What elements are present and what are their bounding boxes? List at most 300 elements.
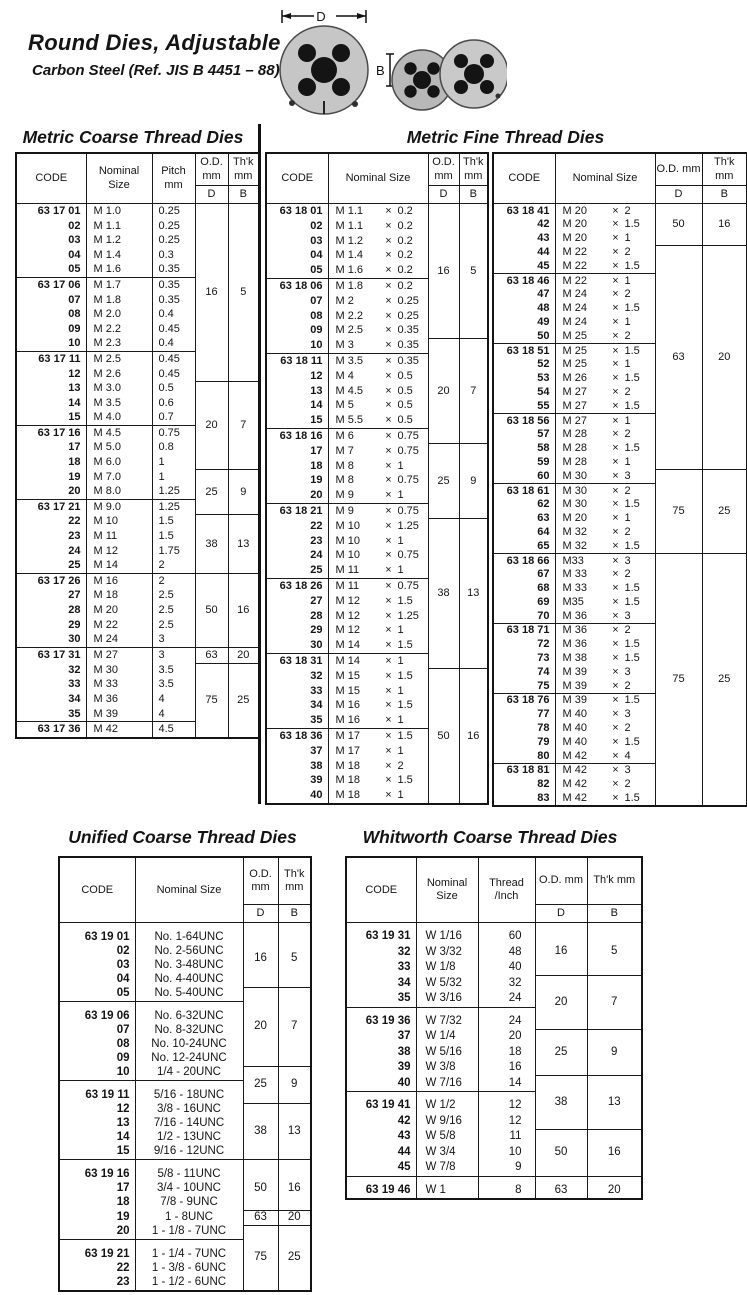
pitch-value: 2 — [624, 329, 631, 342]
thickness-cell: 5 — [228, 204, 259, 382]
size-value: M 7 — [335, 444, 354, 457]
size-value: M 15 — [335, 684, 360, 697]
size-value: M 27 — [562, 414, 587, 427]
size-cell — [328, 519, 428, 534]
thickness-cell: 16 — [228, 574, 259, 648]
thickness-cell: 25 — [278, 1225, 311, 1291]
code-cell: 35 — [266, 713, 328, 728]
size-cell: M 2.3 — [86, 337, 152, 352]
pitch-value: 0.2 — [397, 249, 413, 262]
table-row — [16, 204, 259, 219]
thickness-cell: 9 — [228, 470, 259, 515]
times-symbol: × — [612, 498, 619, 511]
size-cell: M 2.2 — [86, 322, 152, 337]
thickness-cell: 20 — [702, 246, 747, 470]
size-cell — [555, 204, 655, 218]
table-row — [266, 204, 488, 219]
code-cell: 63 18 36 — [266, 729, 328, 744]
code-cell: 29 — [16, 618, 86, 633]
size-cell — [555, 665, 655, 679]
size-cell — [328, 684, 428, 699]
code-cell: 70 — [493, 609, 555, 623]
size-value: M 25 — [562, 329, 587, 342]
table-row — [59, 1210, 311, 1225]
table-row — [493, 554, 747, 568]
times-symbol: × — [612, 652, 619, 665]
od-cell: 25 — [195, 470, 228, 515]
pitch-value: 2 — [624, 428, 631, 441]
times-symbol: × — [385, 639, 392, 652]
size-cell — [328, 399, 428, 414]
code-cell: 12 — [16, 367, 86, 382]
size-value: M 27 — [562, 399, 587, 412]
size-value: M 1.1 — [335, 219, 364, 232]
times-symbol: × — [385, 280, 392, 293]
times-symbol: × — [612, 764, 619, 777]
code-cell: 13 — [59, 1117, 135, 1131]
pitch-value: 1 — [397, 684, 404, 697]
times-symbol: × — [385, 414, 392, 427]
size-cell — [328, 488, 428, 503]
code-cell: 19 — [266, 474, 328, 489]
pitch-value: 1.5 — [624, 638, 640, 651]
code-cell: 38 — [266, 759, 328, 774]
pitch-value: 0.2 — [397, 280, 413, 293]
times-symbol: × — [385, 789, 392, 802]
size-cell: M 1.6 — [86, 263, 152, 278]
header-b: B — [228, 186, 259, 204]
size-cell: M 20 — [86, 603, 152, 618]
size-cell — [328, 549, 428, 564]
size-value: M 8 — [335, 459, 354, 472]
size-cell — [328, 444, 428, 459]
size-cell — [555, 609, 655, 623]
code-cell: 07 — [266, 294, 328, 309]
table-row — [16, 470, 259, 485]
size-cell: 1 - 1/2 - 6UNC — [135, 1276, 243, 1291]
size-cell: M 1.8 — [86, 293, 152, 308]
pitch-value: 1.5 — [397, 699, 413, 712]
code-cell: 42 — [346, 1114, 416, 1130]
size-cell: W 5/16 — [416, 1045, 478, 1061]
code-cell: 73 — [493, 652, 555, 666]
times-symbol: × — [612, 358, 619, 371]
pitch-value: 2 — [624, 778, 631, 791]
thickness-cell: 5 — [459, 204, 488, 339]
header-nominal-size: Nominal Size — [328, 153, 428, 204]
table-row — [346, 1176, 642, 1199]
pitch-value: 0.75 — [397, 549, 419, 562]
thickness-cell: 25 — [702, 469, 747, 553]
size-value: M 28 — [562, 455, 587, 468]
header-d: D — [195, 186, 228, 204]
times-symbol: × — [385, 369, 392, 382]
size-value: M 36 — [562, 638, 587, 651]
size-cell: M 22 — [86, 618, 152, 633]
pitch-value: 1.5 — [624, 302, 640, 315]
size-cell: W 1/8 — [416, 960, 478, 976]
times-symbol: × — [385, 564, 392, 577]
page-title: Round Dies, Adjustable — [28, 30, 281, 55]
times-symbol: × — [612, 735, 619, 748]
size-cell: 7/8 - 9UNC — [135, 1196, 243, 1210]
size-cell: W 3/8 — [416, 1060, 478, 1076]
code-cell: 77 — [493, 708, 555, 722]
code-cell: 30 — [16, 632, 86, 647]
size-cell — [555, 399, 655, 413]
pitch-value: 1.5 — [624, 735, 640, 748]
code-cell: 63 — [493, 512, 555, 526]
size-cell: M 24 — [86, 632, 152, 647]
code-cell: 63 18 11 — [266, 354, 328, 369]
times-symbol: × — [612, 749, 619, 762]
thickness-cell: 13 — [278, 1103, 311, 1160]
pitch-value: 2 — [624, 204, 631, 217]
code-cell: 40 — [266, 788, 328, 804]
code-cell: 63 18 06 — [266, 279, 328, 294]
metric_fine_b-grid — [492, 152, 747, 807]
od-cell: 75 — [243, 1225, 278, 1291]
size-value: M 40 — [562, 708, 587, 721]
code-cell: 14 — [266, 399, 328, 414]
size-cell: No. 8-32UNC — [135, 1024, 243, 1038]
od-cell: 50 — [243, 1160, 278, 1211]
code-cell: 10 — [16, 337, 86, 352]
pitch-value: 0.5 — [397, 414, 413, 427]
threads-per-inch-cell: 24 — [478, 991, 535, 1007]
pitch-value: 3 — [624, 469, 631, 482]
code-cell: 12 — [59, 1103, 135, 1117]
size-value: M 20 — [562, 232, 587, 245]
times-symbol: × — [612, 694, 619, 707]
code-cell: 17 — [59, 1182, 135, 1196]
pitch-value: 2 — [624, 484, 631, 497]
code-cell: 30 — [266, 638, 328, 653]
size-cell — [555, 778, 655, 792]
size-value: M 24 — [562, 288, 587, 301]
code-cell: 05 — [16, 263, 86, 278]
code-cell: 42 — [493, 218, 555, 232]
pitch-cell: 3 — [152, 632, 195, 647]
code-cell: 63 18 51 — [493, 344, 555, 358]
size-cell: M 30 — [86, 663, 152, 678]
code-cell: 58 — [493, 442, 555, 456]
times-symbol: × — [612, 344, 619, 357]
threads-per-inch-cell: 9 — [478, 1160, 535, 1176]
times-symbol: × — [612, 302, 619, 315]
times-symbol: × — [385, 430, 392, 443]
threads-per-inch-cell: 14 — [478, 1076, 535, 1092]
code-cell: 32 — [16, 663, 86, 678]
pitch-value: 0.75 — [397, 580, 419, 592]
size-cell — [555, 246, 655, 260]
code-cell: 14 — [16, 396, 86, 411]
code-cell: 63 18 31 — [266, 654, 328, 669]
code-cell: 82 — [493, 778, 555, 792]
size-cell — [555, 526, 655, 540]
table-row — [346, 923, 642, 945]
pitch-value: 1.5 — [624, 595, 640, 608]
code-cell: 15 — [16, 411, 86, 426]
size-cell — [328, 609, 428, 624]
od-cell: 25 — [535, 1029, 587, 1076]
code-cell: 59 — [493, 456, 555, 470]
size-cell — [555, 469, 655, 483]
pitch-value: 1 — [397, 654, 404, 667]
size-value: M 38 — [562, 652, 587, 665]
pitch-value: 0.2 — [397, 219, 413, 232]
code-cell: 04 — [59, 973, 135, 987]
size-cell — [555, 638, 655, 652]
code-cell: 38 — [346, 1045, 416, 1061]
pitch-value: 2 — [624, 525, 631, 538]
size-cell — [555, 344, 655, 358]
header-nominal-size: Nominal Size — [555, 153, 655, 204]
code-cell: 63 17 31 — [16, 648, 86, 664]
thickness-cell: 5 — [278, 923, 311, 988]
size-cell — [328, 354, 428, 369]
size-cell: 3/4 - 10UNC — [135, 1182, 243, 1196]
od-cell: 63 — [535, 1176, 587, 1199]
thickness-cell: 13 — [228, 515, 259, 574]
pitch-value: 0.2 — [397, 234, 413, 247]
code-cell: 05 — [59, 987, 135, 1002]
times-symbol: × — [385, 399, 392, 412]
thickness-cell: 20 — [228, 648, 259, 664]
size-cell — [555, 218, 655, 232]
size-cell: M 33 — [86, 678, 152, 693]
size-cell: M 2.6 — [86, 367, 152, 382]
size-cell — [555, 259, 655, 273]
pitch-cell: 0.7 — [152, 411, 195, 426]
size-cell — [328, 534, 428, 549]
size-cell: 3/8 - 16UNC — [135, 1103, 243, 1117]
times-symbol: × — [385, 294, 392, 307]
die-back-view — [440, 40, 507, 108]
code-cell: 03 — [16, 233, 86, 248]
size-cell — [555, 792, 655, 807]
table-row — [59, 987, 311, 1002]
code-cell: 23 — [266, 534, 328, 549]
table-row — [16, 648, 259, 664]
pitch-cell: 4 — [152, 692, 195, 707]
code-cell: 34 — [16, 692, 86, 707]
thickness-cell: 7 — [587, 976, 642, 1030]
size-value: M 1.8 — [335, 280, 364, 293]
size-value: M 3.5 — [335, 355, 364, 368]
code-cell: 60 — [493, 469, 555, 483]
size-cell — [555, 232, 655, 246]
code-cell: 37 — [266, 744, 328, 759]
header-od: O.D. mm — [243, 857, 278, 905]
code-cell: 50 — [493, 329, 555, 343]
code-cell: 65 — [493, 539, 555, 553]
pitch-value: 1.5 — [624, 694, 640, 707]
times-symbol: × — [612, 399, 619, 412]
size-value: M 42 — [562, 764, 587, 777]
pitch-cell: 0.25 — [152, 219, 195, 234]
thickness-cell: 20 — [587, 1176, 642, 1199]
pitch-cell: 0.45 — [152, 352, 195, 367]
code-cell: 45 — [346, 1160, 416, 1176]
times-symbol: × — [612, 554, 619, 567]
times-symbol: × — [612, 204, 619, 217]
pitch-value: 3 — [624, 609, 631, 622]
code-cell: 43 — [493, 232, 555, 246]
times-symbol: × — [612, 414, 619, 427]
table-row — [266, 338, 488, 353]
size-value: M 20 — [562, 204, 587, 217]
code-cell: 69 — [493, 596, 555, 610]
header-od: O.D. mm — [428, 153, 459, 186]
code-cell: 63 19 41 — [346, 1092, 416, 1114]
size-value: M 36 — [562, 609, 587, 622]
pitch-value: 1 — [624, 358, 631, 371]
code-cell: 64 — [493, 526, 555, 540]
pitch-value: 0.35 — [397, 324, 419, 337]
pitch-cell: 1.5 — [152, 515, 195, 530]
code-cell: 27 — [16, 589, 86, 604]
size-cell: M 6.0 — [86, 455, 152, 470]
times-symbol: × — [385, 609, 392, 622]
times-symbol: × — [385, 219, 392, 232]
code-cell: 63 19 01 — [59, 923, 135, 946]
times-symbol: × — [612, 539, 619, 552]
times-symbol: × — [612, 582, 619, 595]
code-cell: 13 — [266, 384, 328, 399]
thickness-cell: 20 — [278, 1210, 311, 1225]
times-symbol: × — [612, 525, 619, 538]
times-symbol: × — [385, 594, 392, 607]
code-cell: 24 — [16, 544, 86, 559]
times-symbol: × — [612, 372, 619, 385]
code-cell: 45 — [493, 259, 555, 273]
times-symbol: × — [612, 679, 619, 692]
size-value: M 26 — [562, 372, 587, 385]
dimension-d — [282, 9, 366, 24]
size-cell: M 5.0 — [86, 441, 152, 456]
size-cell — [328, 624, 428, 639]
size-cell — [328, 654, 428, 669]
code-cell: 57 — [493, 428, 555, 442]
size-value: M 39 — [562, 665, 587, 678]
size-value: M 14 — [335, 639, 360, 652]
code-cell: 19 — [16, 470, 86, 485]
size-cell — [328, 638, 428, 653]
size-cell: 1 - 1/4 - 7UNC — [135, 1240, 243, 1263]
code-cell: 20 — [59, 1225, 135, 1240]
header-d: D — [243, 905, 278, 923]
pitch-value: 1.5 — [624, 652, 640, 665]
code-cell: 15 — [59, 1145, 135, 1160]
size-cell — [555, 722, 655, 736]
code-cell: 63 18 76 — [493, 694, 555, 708]
table-row — [16, 381, 259, 396]
pitch-value: 2 — [624, 288, 631, 301]
od-cell: 16 — [535, 923, 587, 976]
thickness-cell: 9 — [587, 1029, 642, 1076]
size-cell — [555, 428, 655, 442]
pitch-value: 1.5 — [397, 639, 413, 652]
times-symbol: × — [385, 264, 392, 277]
size-cell — [555, 302, 655, 316]
size-cell — [328, 263, 428, 278]
table-row — [493, 204, 747, 218]
times-symbol: × — [385, 309, 392, 322]
times-symbol: × — [385, 505, 392, 518]
od-cell: 50 — [535, 1129, 587, 1176]
size-cell — [555, 679, 655, 693]
times-symbol: × — [612, 708, 619, 721]
size-value: M 33 — [562, 582, 587, 595]
code-cell: 37 — [346, 1029, 416, 1045]
header-thickness: Th'k mm — [459, 153, 488, 186]
code-cell: 33 — [266, 684, 328, 699]
size-value: M 30 — [562, 498, 587, 511]
size-cell: M 36 — [86, 692, 152, 707]
thickness-cell: 5 — [587, 923, 642, 976]
thickness-cell: 7 — [228, 381, 259, 470]
pitch-cell: 3.5 — [152, 678, 195, 693]
code-cell: 02 — [16, 219, 86, 234]
size-cell — [555, 316, 655, 330]
size-cell — [328, 474, 428, 489]
thickness-cell: 16 — [587, 1129, 642, 1176]
header-nominal-size: Nominal Size — [135, 857, 243, 923]
pitch-cell: 0.5 — [152, 381, 195, 396]
code-cell: 27 — [266, 594, 328, 609]
times-symbol: × — [385, 489, 392, 502]
header-d: D — [428, 186, 459, 204]
size-cell: 9/16 - 12UNC — [135, 1145, 243, 1160]
size-cell — [328, 369, 428, 384]
times-symbol: × — [612, 288, 619, 301]
size-value: M 18 — [335, 774, 360, 787]
pitch-cell: 0.6 — [152, 396, 195, 411]
header-od: O.D. mm — [655, 153, 702, 186]
size-value: M 16 — [335, 714, 360, 727]
times-symbol: × — [612, 428, 619, 441]
pitch-cell: 1.25 — [152, 484, 195, 499]
times-symbol: × — [385, 669, 392, 682]
pitch-value: 1.25 — [397, 519, 419, 532]
size-cell — [555, 764, 655, 778]
size-cell: M 1.7 — [86, 278, 152, 293]
pitch-value: 1 — [397, 534, 404, 547]
size-value: M 27 — [562, 385, 587, 398]
size-value: M 22 — [562, 274, 587, 287]
size-value: M 2.2 — [335, 309, 364, 322]
od-cell: 38 — [535, 1076, 587, 1130]
od-cell: 20 — [428, 338, 459, 444]
size-cell — [328, 698, 428, 713]
size-cell: M 1.2 — [86, 233, 152, 248]
size-cell: M 2.0 — [86, 307, 152, 322]
times-symbol: × — [385, 234, 392, 247]
code-cell: 63 17 01 — [16, 204, 86, 219]
od-cell: 20 — [195, 381, 228, 470]
size-value: M 32 — [562, 525, 587, 538]
size-cell: No. 10-24UNC — [135, 1038, 243, 1052]
size-cell: No. 5-40UNC — [135, 987, 243, 1002]
pitch-value: 4 — [624, 749, 631, 762]
size-value: M 42 — [562, 778, 587, 791]
size-value: M 16 — [335, 699, 360, 712]
size-cell: M 2.5 — [86, 352, 152, 367]
times-symbol: × — [385, 474, 392, 487]
code-cell: 13 — [16, 381, 86, 396]
header-code: CODE — [493, 153, 555, 204]
